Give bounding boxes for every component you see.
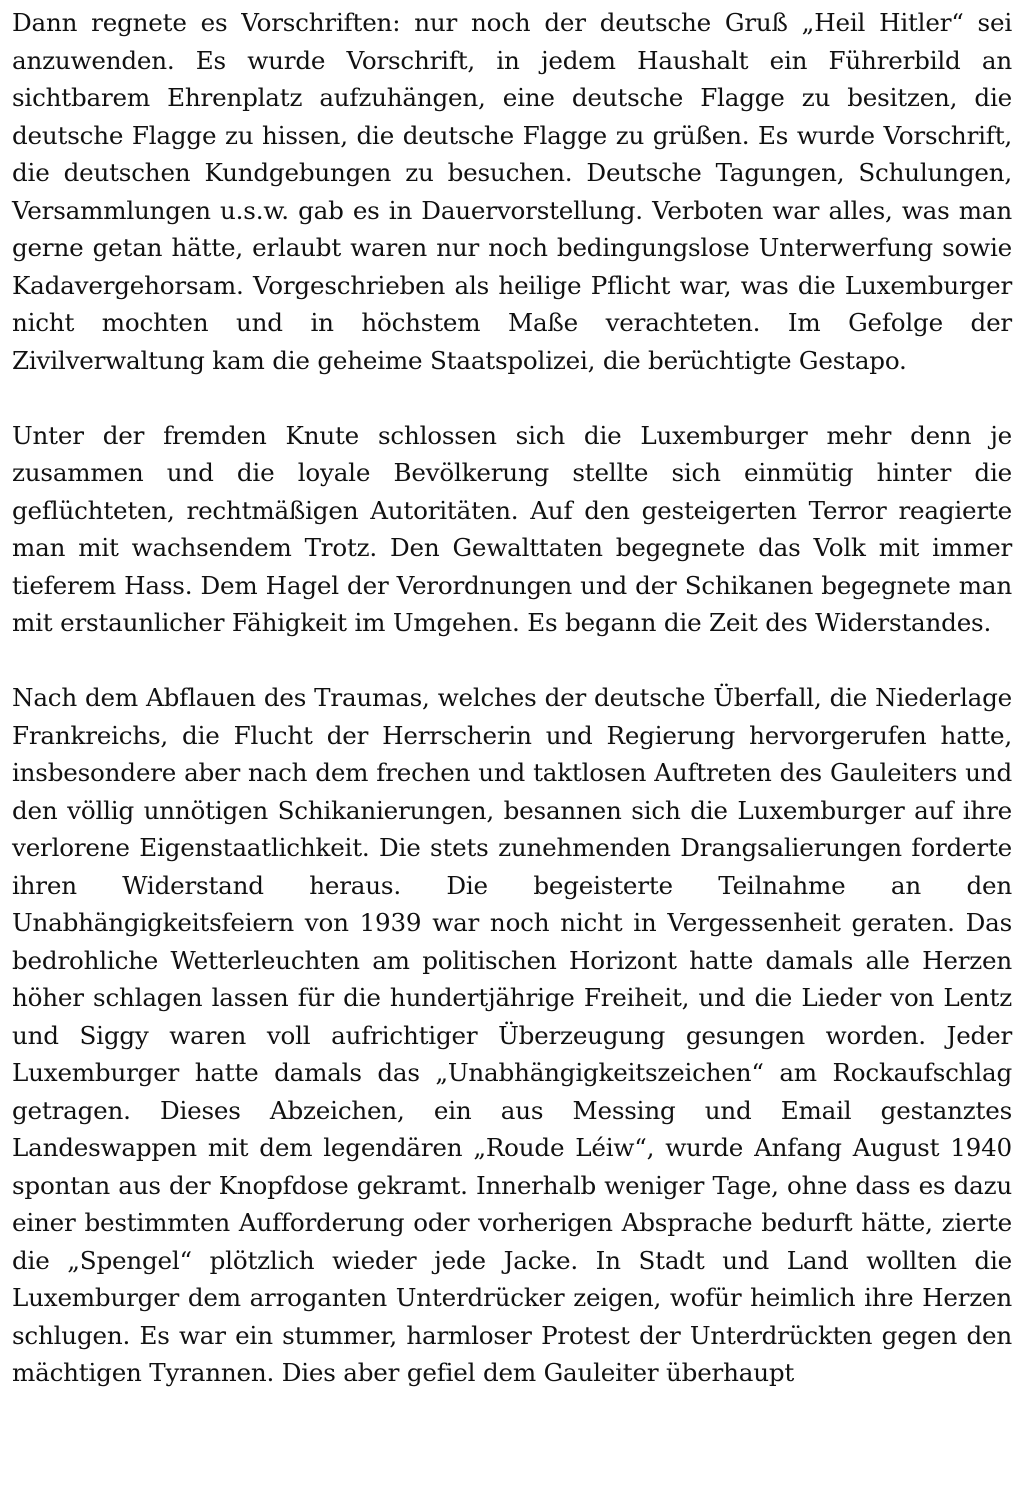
paragraph-widerstand: Nach dem Abflauen des Traumas, welches der deutsche Überfall, die Niederlage Frankreichs, die Flucht der Herrscherin und Regierung hervorgerufen hatte, insbesondere aber nach dem frechen und taktlosen Auftreten des Gauleiters und den völlig unnötigen Schikanierungen, besannen sich die Luxemburger auf ihre verlorene Eigenstaatlichkeit. Die stets zunehmenden Drangsalierungen forderte ihren Widerstand heraus. Die begeisterte Teilnahme an den Unabhängigkeitsfeiern von 1939 war noch nicht in Vergessenheit geraten. Das bedrohliche Wetterleuchten am politischen Horizont hatte damals alle Herzen höher schlagen lassen für die hundertjährige Freiheit, und die Lieder von Lentz und Siggy waren voll aufrichtiger Überzeugung gesungen worden. Jeder Luxemburger hatte damals das „Unabhängigkeitszeichen“ am Rockaufschlag getragen. Dieses Abzeichen, ein aus Messing und Email gestanztes Landeswappen mit dem legendären „Roude Léiw“, wurde Anfang August 1940 spontan aus der Knopfdose gekramt. Innerhalb weniger Tage, ohne dass es dazu einer bestimmten Aufforderung oder vorherigen Absprache bedurft hätte, zierte die „Spengel“ plötzlich wieder jede Jacke. In Stadt und Land wollten die Luxemburger dem arroganten Unterdrücker zeigen, wofür heimlich ihre Herzen schlugen. Es war ein stummer, harmloser Protest der Unterdrückten gegen den mächtigen Tyrannen. Dies aber gefiel dem Gauleiter überhaupt [12, 683, 1012, 1387]
paragraph-knute: Unter der fremden Knute schlossen sich die Luxemburger mehr denn je zusammen und die loyale Bevölkerung stellte sich einmütig hinter die geflüchteten, rechtmäßigen Autoritäten. Auf den gesteigerten Terror reagierte man mit wachsendem Trotz. Den Gewalttaten begegnete das Volk mit immer tieferem Hass. Dem Hagel der Verordnungen und der Schikanen begegnete man mit erstaunlicher Fähigkeit im Umgehen. Es begann die Zeit des Widerstandes. [12, 420, 1012, 637]
document-page [12, 4, 1012, 1392]
paragraph-vorschriften: Dann regnete es Vorschriften: nur noch der deutsche Gruß „Heil Hitler“ sei anzuwenden. Es wurde Vorschrift, in jedem Haushalt ein Führerbild an sichtbarem Ehrenplatz aufzuhängen, eine deutsche Flagge zu besitzen, die deutsche Flagge zu hissen, die deutsche Flagge zu grüßen. Es wurde Vorschrift, die deutschen Kundgebungen zu besuchen. Deutsche Tagungen, Schulungen, Versammlungen u.s.w. gab es in Dauervorstellung. Verboten war alles, was man gerne getan hätte, erlaubt waren nur noch bedingungslose Unterwerfung sowie Kadavergehorsam. Vorgeschrieben als heilige Pflicht war, was die Luxemburger nicht mochten und in höchstem Maße verachteten. Im Gefolge der Zivilverwaltung kam die geheime Staatspolizei, die berüchtigte Gestapo. [12, 8, 1012, 375]
